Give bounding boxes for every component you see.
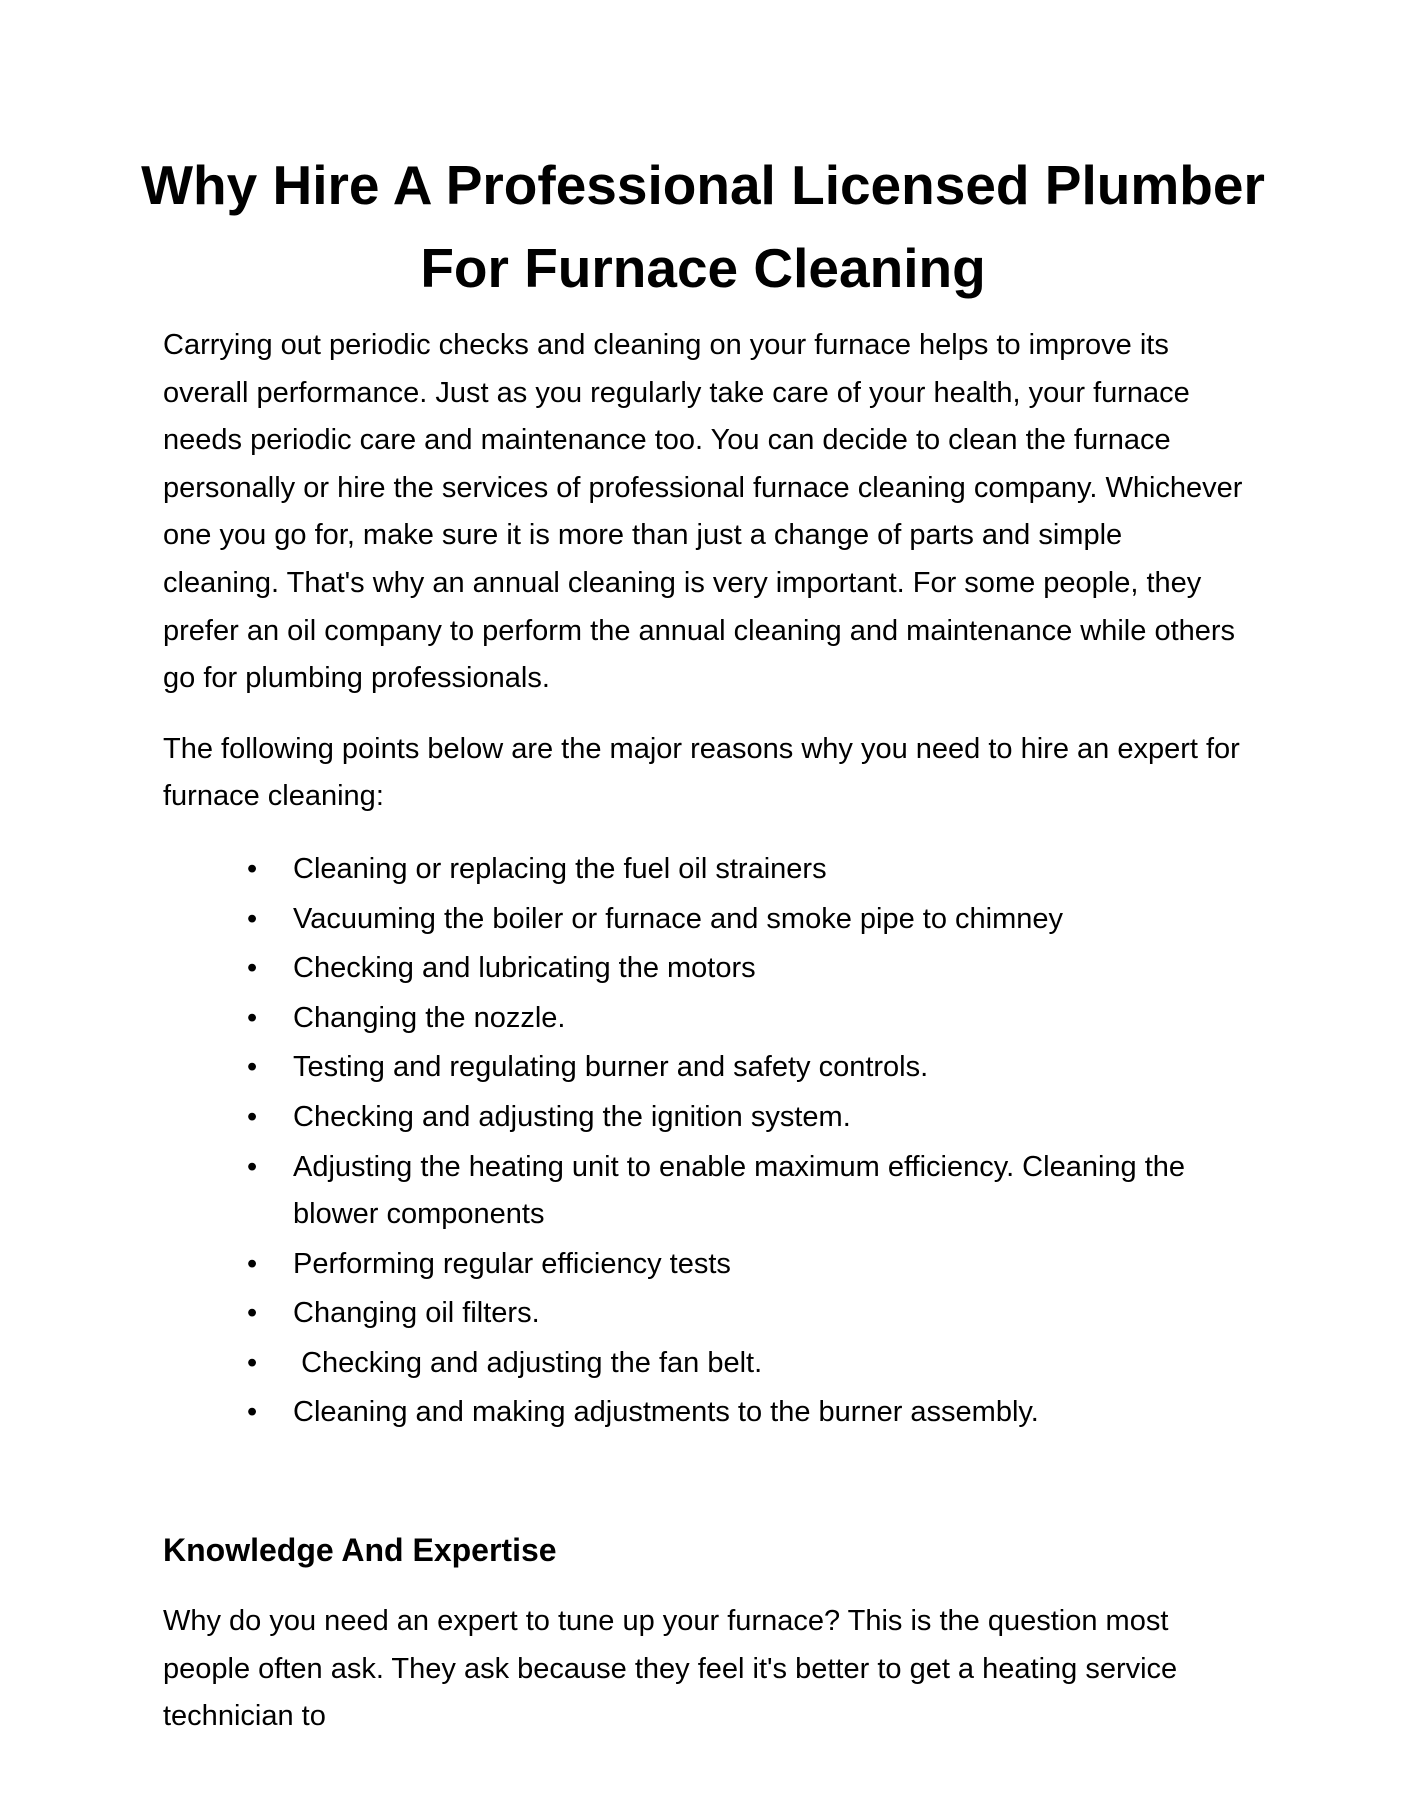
list-item-text: Testing and regulating burner and safety controls. xyxy=(293,1051,929,1084)
bullet-icon: • xyxy=(247,852,258,885)
list-item xyxy=(163,945,1245,993)
section-heading: Knowledge And Expertise xyxy=(163,1532,557,1569)
section-paragraph: Why do you need an expert to tune up your furnace? This is the question most people often ask. They ask because they feel it's better to get a heating service technician to xyxy=(163,1605,1178,1733)
list-item-text: Checking and adjusting the ignition system. xyxy=(293,1100,851,1133)
bullet-icon: • xyxy=(247,1396,258,1429)
list-item xyxy=(163,1094,1245,1142)
bullet-icon: • xyxy=(247,1297,258,1330)
bullet-icon: • xyxy=(247,1247,258,1280)
list-item-text: Checking and adjusting the fan belt. xyxy=(293,1346,763,1379)
bullet-icon: • xyxy=(247,902,258,935)
list-item xyxy=(163,846,1245,894)
list-item xyxy=(163,1389,1245,1437)
list-item-text: Checking and lubricating the motors xyxy=(293,952,756,985)
list-item xyxy=(163,1144,1245,1239)
list-item-text: Performing regular efficiency tests xyxy=(293,1247,731,1280)
list-item-text: Changing the nozzle. xyxy=(293,1001,566,1034)
list-item-text: Changing oil filters. xyxy=(293,1297,540,1330)
bullet-icon: • xyxy=(247,1150,258,1183)
list-item xyxy=(163,1241,1245,1289)
list-item xyxy=(163,1290,1245,1338)
reasons-list xyxy=(163,846,1245,1437)
list-item xyxy=(163,995,1245,1043)
bullet-icon: • xyxy=(247,1346,258,1379)
list-item-text: Adjusting the heating unit to enable maximum efficiency. Cleaning the blower components xyxy=(293,1150,1194,1231)
bullet-icon: • xyxy=(247,1100,258,1133)
list-item xyxy=(163,1340,1245,1388)
list-item-text: Vacuuming the boiler or furnace and smoke pipe to chimney xyxy=(293,902,1064,935)
document-title: Why Hire A Professional Licensed Plumber For Furnace Cleaning xyxy=(141,154,1265,299)
bullet-icon: • xyxy=(247,952,258,985)
intro-paragraph: Carrying out periodic checks and cleaning on your furnace helps to improve its overall performance. Just as you regularly take care of your health, your furnace needs periodic care and maintenance too. You can decide to clean the furnace personally or hire the services of professional furnace cleaning company. Whichever one you go for, make sure it is more than just a change of parts and simple cleaning. That's why an annual cleaning is very important. For some people, they prefer an oil company to perform the annual cleaning and maintenance while others go for plumbing professionals. xyxy=(163,329,1243,695)
list-item-text: Cleaning and making adjustments to the burner assembly. xyxy=(293,1396,1039,1429)
bullet-icon: • xyxy=(247,1001,258,1034)
list-item xyxy=(163,896,1245,944)
list-item xyxy=(163,1044,1245,1092)
list-item-text: Cleaning or replacing the fuel oil strainers xyxy=(293,852,827,885)
bullet-icon: • xyxy=(247,1051,258,1084)
list-intro-paragraph: The following points below are the major reasons why you need to hire an expert for furnace cleaning: xyxy=(163,732,1240,813)
